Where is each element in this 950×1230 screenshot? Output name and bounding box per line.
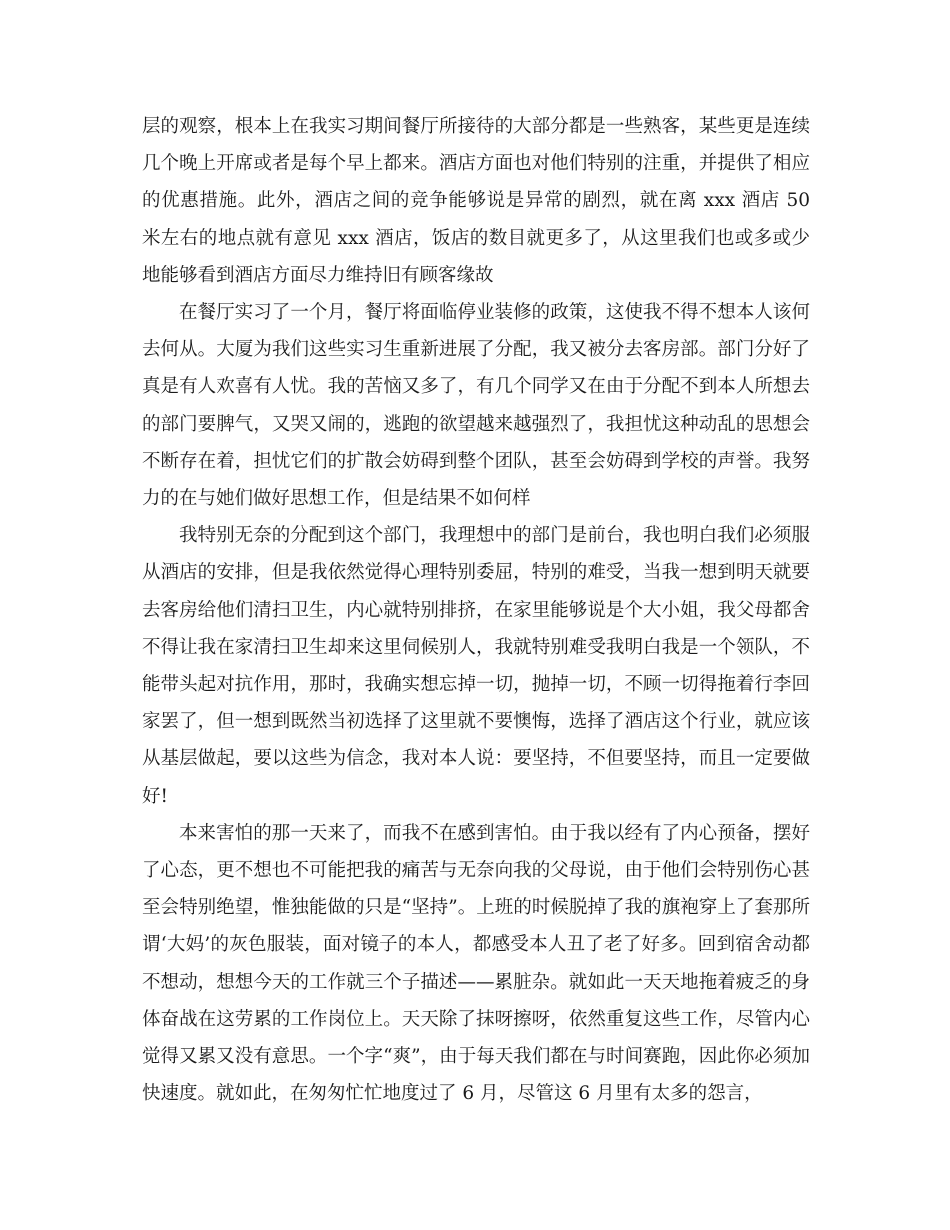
- paragraph-3: 我特别无奈的分配到这个部门，我理想中的部门是前台，我也明白我们必须服从酒店的安排，但是我依然觉得心理特别委屈，特别的难受，当我一想到明天就要去客房给他们清扫卫生，内心就特别排挤，在家里能够说是个大小姐，我父母都舍不得让我在家清扫卫生却来这里伺候别人，我就特别难受我明白我是一个领队，不能带头起对抗作用，那时，我确实想忘掉一切，抛掉一切，不顾一切得拖着行李回家罢了，但一想到既然当初选择了这里就不要懊悔，选择了酒店这个行业，就应该从基层做起，要以这些为信念，我对本人说：要坚持，不但要坚持，而且一定要做好!: [142, 525, 810, 807]
- paragraph-1: 层的观察，根本上在我实习期间餐厅所接待的大部分都是一些熟客，某些更是连续几个晚上开席或者是每个早上都来。酒店方面也对他们特别的注重，并提供了相应的优惠措施。此外，酒店之间的竞争能够说是异常的剧烈，就在离 xxx 酒店 50 米左右的地点就有意见 xxx 酒店，饭店的数目就更多了，从这里我们也或多或少地能够看到酒店方面尽力维持旧有顾客缘故: [142, 116, 810, 286]
- paragraph-4: 本来害怕的那一天来了，而我不在感到害怕。由于我以经有了内心预备，摆好了心态，更不想也不可能把我的痛苦与无奈向我的父母说，由于他们会特别伤心甚至会特别绝望，惟独能做的只是“坚持”。上班的时候脱掉了我的旗袍穿上了套那所谓‘大妈’的灰色服装，面对镜子的本人，都感受本人丑了老了好多。回到宿舍动都不想动，想想今天的工作就三个子描述——累脏杂。就如此一天天地拖着疲乏的身体奋战在这劳累的工作岗位上。天天除了抹呀擦呀，依然重复这些工作，尽管内心觉得又累又没有意思。一个字“爽”，由于每天我们都在与时间赛跑，因此你必须加快速度。就如此，在匆匆忙忙地度过了 6 月，尽管这 6 月里有太多的怨言，: [142, 822, 810, 1105]
- document-body: [142, 108, 810, 1112]
- paragraph-2: 在餐厅实习了一个月，餐厅将面临停业装修的政策，这使我不得不想本人该何去何从。大厦为我们这些实习生重新进展了分配，我又被分去客房部。部门分好了真是有人欢喜有人忧。我的苦恼又多了，有几个同学又在由于分配不到本人所想去的部门要脾气，又哭又闹的，逃跑的欲望越来越强烈了，我担忧这种动乱的思想会不断存在着，担忧它们的扩散会妨碍到整个团队，甚至会妨碍到学校的声誉。我努力的在与她们做好思想工作，但是结果不如何样: [142, 302, 810, 510]
